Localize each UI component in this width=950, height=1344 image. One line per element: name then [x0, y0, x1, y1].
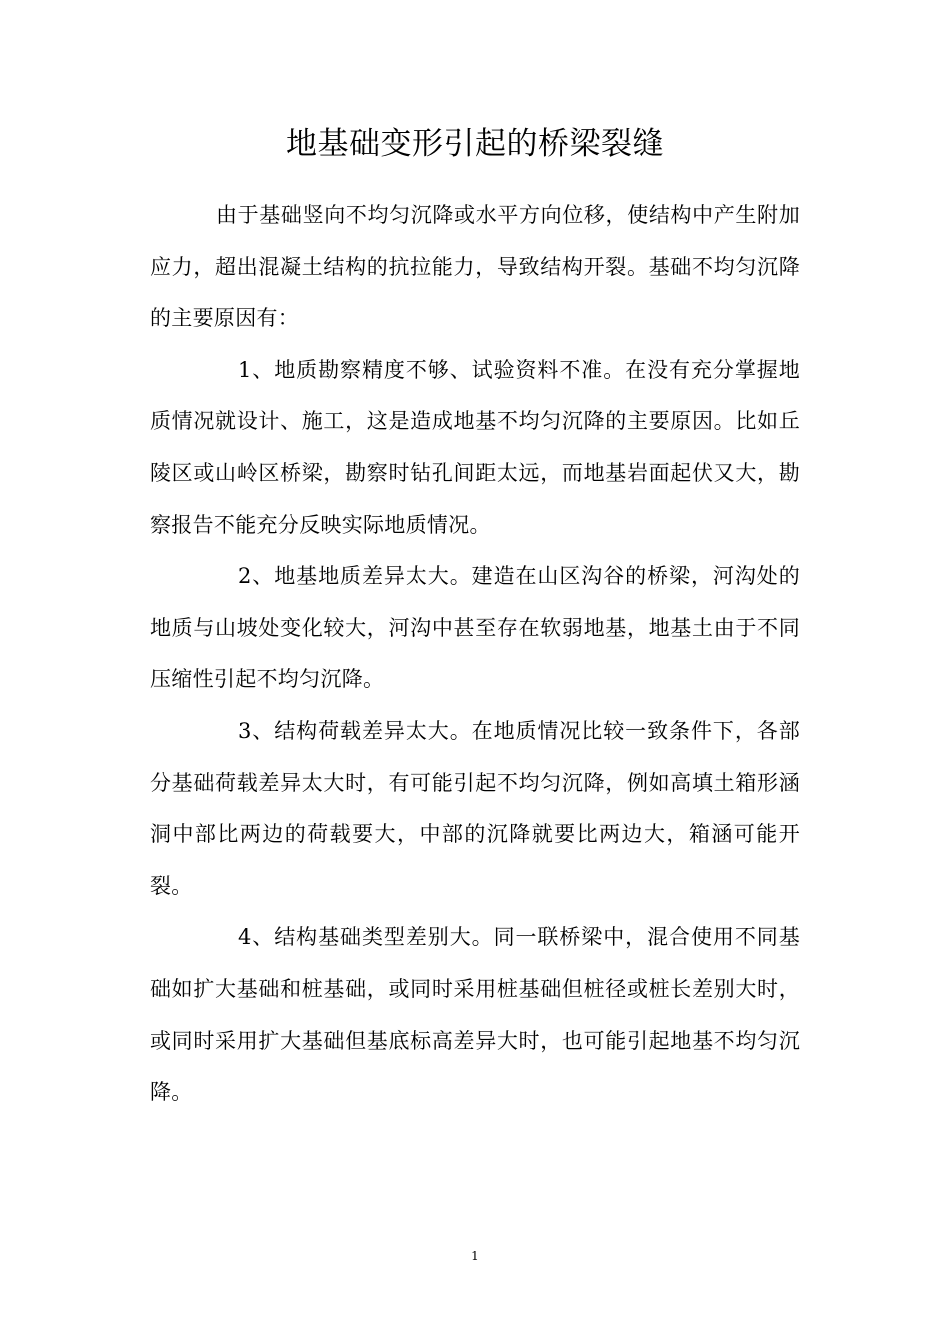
list-item-number: 3 — [238, 718, 252, 743]
intro-paragraph: 由于基础竖向不均匀沉降或水平方向位移，使结构中产生附加应力，超出混凝土结构的抗拉能力，导致结构开裂。基础不均匀沉降的主要原因有： — [150, 203, 800, 331]
document-title: 地基础变形引起的桥梁裂缝 — [286, 126, 664, 162]
list-item-text: 、地质勘察精度不够、试验资料不准。在没有充分掌握地质情况就设计、施工，这是造成地基不均匀沉降的主要原因。比如丘陵区或山岭区桥梁，勘察时钻孔间距太远，而地基岩面起伏又大，勘察报告不能充分反映实际地质情况。 — [150, 357, 800, 537]
list-item-text: 、地基地质差异太大。建造在山区沟谷的桥梁，河沟处的地质与山坡处变化较大，河沟中甚至存在软弱地基，地基土由于不同压缩性引起不均匀沉降。 — [150, 564, 800, 692]
list-item-1 — [150, 345, 800, 551]
list-item-number: 2 — [238, 564, 252, 589]
list-item-number: 4 — [238, 925, 252, 950]
list-item-4 — [150, 912, 800, 1118]
document-body — [150, 190, 800, 1119]
list-item-text: 、结构基础类型差别大。同一联桥梁中，混合使用不同基础如扩大基础和桩基础，或同时采用桩基础但桩径或桩长差别大时，或同时采用扩大基础但基底标高差异大时，也可能引起地基不均匀沉降。 — [150, 925, 800, 1105]
list-item-2 — [150, 551, 800, 706]
list-item-text: 、结构荷载差异太大。在地质情况比较一致条件下，各部分基础荷载差异太大时，有可能引起不均匀沉降，例如高填土箱形涵洞中部比两边的荷载要大，中部的沉降就要比两边大，箱涵可能开裂。 — [150, 718, 800, 898]
list-item-3 — [150, 706, 800, 912]
page-number: 1 — [471, 1249, 479, 1263]
list-item-number: 1 — [238, 357, 252, 382]
